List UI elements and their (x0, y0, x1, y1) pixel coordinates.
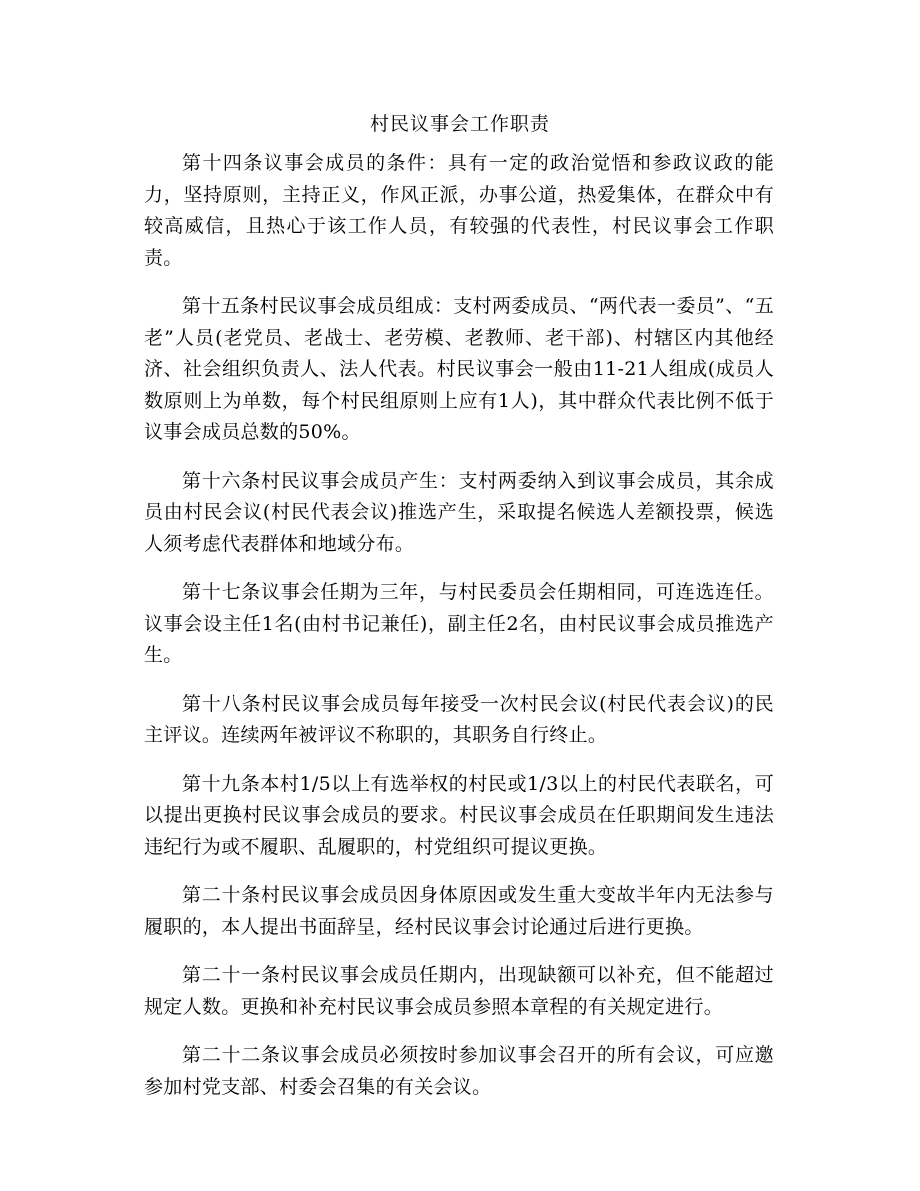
article-17: 第十七条议事会任期为三年，与村民委员会任期相同，可连选连任。议事会设主任1名(由村书记兼任)，副主任2名，由村民议事会成员推选产生。 (144, 581, 774, 666)
article-19: 第十九条本村1/5以上有选举权的村民或1/3以上的村民代表联名，可以提出更换村民议事会成员的要求。村民议事会成员在任职期间发生违法违纪行为或不履职、乱履职的，村党组织可提议更换。 (144, 772, 774, 858)
article-16: 第十六条村民议事会成员产生：支村两委纳入到议事会成员，其余成员由村民会议(村民代表会议)推选产生，采取提名候选人差额投票，候选人须考虑代表群体和地域分布。 (144, 469, 774, 555)
article-18: 第十八条村民议事会成员每年接受一次村民会议(村民代表会议)的民主评议。连续两年被评议不称职的，其职务自行终止。 (144, 692, 774, 746)
document-body (144, 148, 774, 1120)
article-22: 第二十二条议事会成员必须按时参加议事会召开的所有会议，可应邀参加村党支部、村委会召集的有关会议。 (144, 1044, 774, 1098)
article-20: 第二十条村民议事会成员因身体原因或发生重大变故半年内无法参与履职的，本人提出书面辞呈，经村民议事会讨论通过后进行更换。 (144, 884, 774, 938)
document-title: 村民议事会工作职责 (369, 113, 550, 135)
article-15: 第十五条村民议事会成员组成：支村两委成员、“两代表一委员”、“五老”人员(老党员、老战士、老劳模、老教师、老干部)、村辖区内其他经济、社会组织负责人、法人代表。村民议事会一般由11-21人组成(成员人数原则上为单数，每个村民组原则上应有1人)，其中群众代表比例不低于议事会成员总数的50%。 (144, 295, 774, 443)
article-21: 第二十一条村民议事会成员任期内，出现缺额可以补充，但不能超过规定人数。更换和补充村民议事会成员参照本章程的有关规定进行。 (144, 964, 774, 1018)
article-14: 第十四条议事会成员的条件：具有一定的政治觉悟和参政议政的能力，坚持原则，主持正义，作风正派，办事公道，热爱集体，在群众中有较高威信，且热心于该工作人员，有较强的代表性，村民议事会工作职责。 (144, 152, 774, 269)
